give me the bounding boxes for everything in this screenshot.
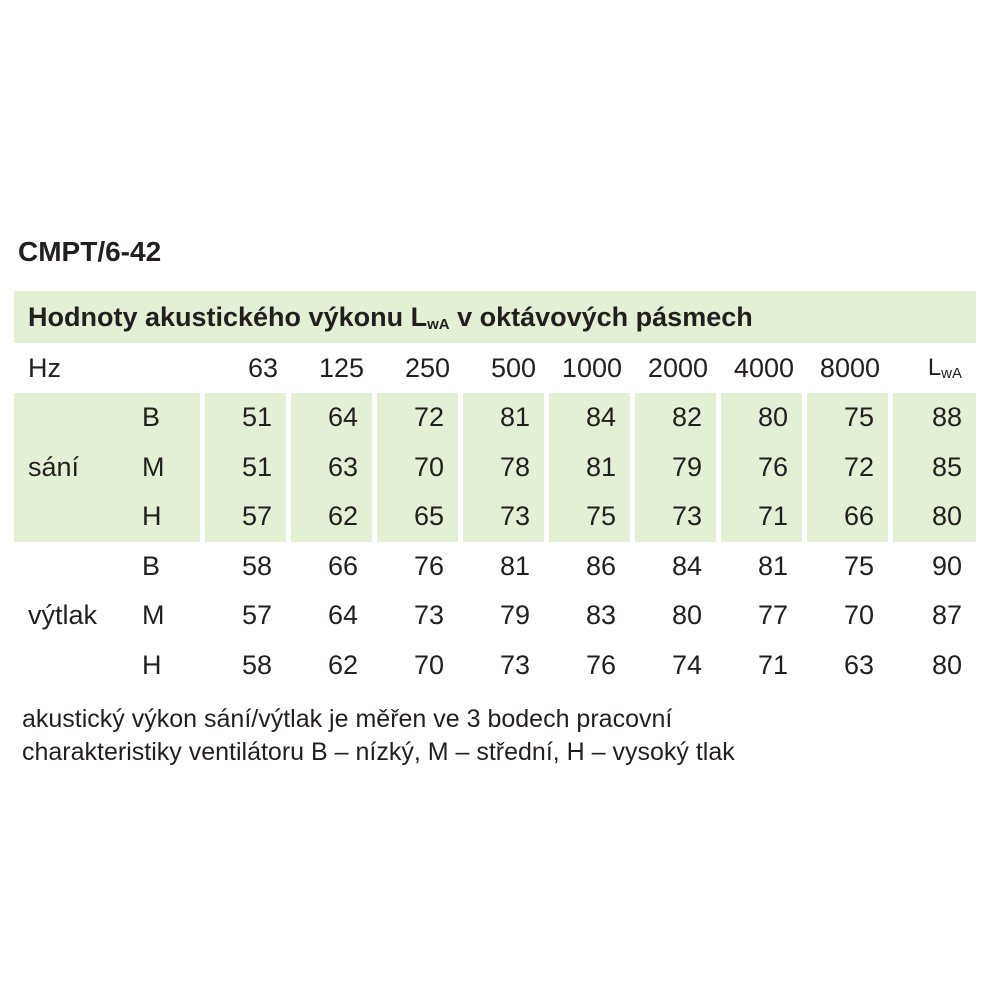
value-cell: 57 [241,600,272,631]
value-cell: 62 [327,649,358,680]
freq-header-250: 250 [404,352,450,383]
value-cell: 72 [802,443,888,493]
value-cell: 80 [671,600,702,631]
value-cell: 57 [200,492,286,542]
value-cell: 65 [372,492,458,542]
value-cell: 64 [286,393,372,443]
lwa-value-cell: 80 [931,649,963,680]
value-cell: 76 [716,443,802,493]
lwa-value-cell: 85 [888,443,976,493]
value-cell: 84 [544,393,630,443]
value-cell: 51 [200,393,286,443]
value-cell: 58 [241,649,272,680]
value-cell: 86 [585,550,616,581]
value-cell: 81 [757,550,788,581]
value-cell: 71 [716,492,802,542]
table-row [14,443,976,493]
freq-header-125: 125 [318,352,364,383]
freq-header-500: 500 [490,352,536,383]
value-cell: 71 [757,649,788,680]
value-cell: 73 [630,492,716,542]
value-cell: 70 [413,649,444,680]
value-cell: 75 [802,393,888,443]
lwa-value-cell: 87 [931,600,963,631]
value-cell: 81 [499,550,530,581]
value-cell: 82 [630,393,716,443]
value-cell: 73 [458,492,544,542]
value-cell: 84 [671,550,702,581]
value-cell: 73 [499,649,530,680]
operating-point: B [142,550,161,581]
operating-point: M [134,443,200,493]
value-cell: 79 [630,443,716,493]
value-cell: 76 [585,649,616,680]
value-cell: 72 [372,393,458,443]
value-cell: 83 [585,600,616,631]
freq-header-4000: 4000 [733,352,794,383]
value-cell: 73 [413,600,444,631]
operating-point: B [134,393,200,443]
freq-header-1000: 1000 [561,352,622,383]
freq-header-2000: 2000 [647,352,708,383]
table-caption-row [14,291,976,343]
footnote-line-1: akustický výkon sání/výtlak je měřen ve 3 bodech pracovní [22,705,673,733]
value-cell: 63 [843,649,874,680]
value-cell: 70 [372,443,458,493]
lwa-header [888,343,976,393]
value-cell: 58 [241,550,272,581]
lwa-header-sub: wA [941,365,963,382]
table-row [14,591,976,641]
value-cell: 75 [843,550,874,581]
operating-point: H [134,492,200,542]
value-cell: 76 [413,550,444,581]
lwa-value-cell: 90 [931,550,963,581]
value-cell: 77 [757,600,788,631]
value-cell: 80 [716,393,802,443]
caption-text: Hodnoty akustického výkonu L [28,301,428,332]
group-label-sani: sání [14,393,134,542]
footnote [22,703,735,769]
value-cell: 62 [286,492,372,542]
value-cell: 66 [327,550,358,581]
footnote-line-2: charakteristiky ventilátoru B – nízký, M – střední, H – vysoký tlak [22,738,735,766]
table-caption [14,291,976,343]
value-cell: 64 [327,600,358,631]
lwa-header-main: L [927,354,942,381]
value-cell: 66 [802,492,888,542]
value-cell: 63 [286,443,372,493]
value-cell: 51 [200,443,286,493]
lwa-value-cell: 88 [888,393,976,443]
value-cell: 74 [671,649,702,680]
value-cell: 70 [843,600,874,631]
table-row [14,393,976,443]
table-row [14,542,976,592]
table-row [14,641,976,691]
model-title: CMPT/6-42 [18,236,162,267]
hz-label: Hz [28,352,61,383]
caption-subscript: wA [427,315,450,333]
lwa-value-cell: 80 [888,492,976,542]
value-cell: 81 [544,443,630,493]
acoustic-power-table [14,291,976,690]
freq-header-63: 63 [247,352,278,383]
value-cell: 79 [499,600,530,631]
operating-point: H [142,649,162,680]
group-label-vytlak: výtlak [28,600,98,631]
frequency-header-row [14,343,976,393]
value-cell: 81 [458,393,544,443]
operating-point: M [142,600,165,631]
value-cell: 78 [458,443,544,493]
caption-rest: v oktávových pásmech [449,301,753,332]
freq-header-8000: 8000 [819,352,880,383]
table-row [14,492,976,542]
value-cell: 75 [544,492,630,542]
